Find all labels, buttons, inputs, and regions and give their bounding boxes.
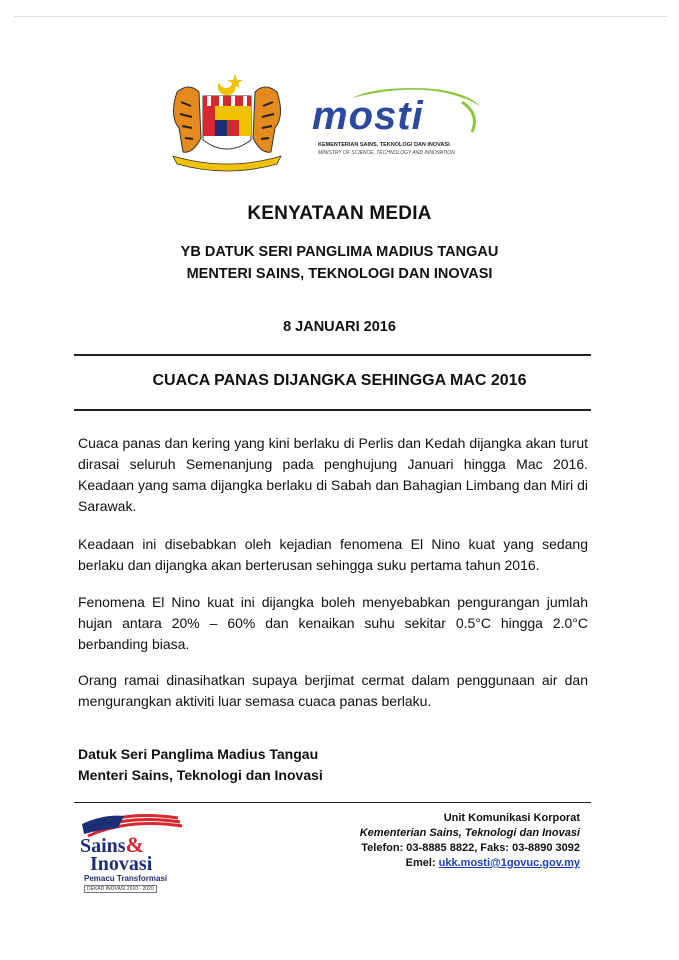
email-link[interactable]: ukk.mosti@1govuc.gov.my — [438, 857, 580, 869]
sains-inovasi-logo — [74, 808, 186, 894]
contact-email-line — [406, 857, 580, 869]
body-paragraph-4: Orang ramai dinasihatkan supaya berjimat cermat dalam penggunaan air dan mengurangkan aktiviti luar semasa cuaca panas berlaku. — [78, 672, 588, 709]
malaysia-coat-of-arms-icon — [163, 68, 291, 172]
body-paragraph-1: Cuaca panas dan kering yang kini berlaku di Perlis dan Kedah dijangka akan turut dirasai seluruh Semenanjung pada penghujung Januari hingga Mac 2016. Keadaan yang sama dijangka berlaku di Sabah dan Bahagian Limbang dan Miri di Sarawak. — [78, 435, 588, 514]
release-date: 8 JANUARI 2016 — [283, 319, 396, 335]
contact-phone: Telefon: 03-8885 8822, Faks: 03-8890 3092 — [361, 842, 580, 854]
innovation-decade: DEKAD INOVASI 2010 - 2020 — [84, 885, 157, 893]
mosti-logo — [312, 84, 502, 164]
speaker-position: MENTERI SAINS, TEKNOLOGI DAN INOVASI — [186, 266, 493, 282]
contact-unit: Unit Komunikasi Korporat — [443, 812, 580, 824]
headline-bottom-rule — [74, 409, 591, 411]
ampersand: & — [125, 832, 144, 857]
footer-rule — [74, 802, 591, 803]
body-paragraph-2: Keadaan ini disebabkan oleh kejadian fenomena El Nino kuat yang sedang berlaku dan dijangka akan berterusan sehingga suku pertama tahun 2016. — [78, 536, 588, 573]
headline-top-rule — [74, 354, 591, 356]
sains-inovasi-wordmark — [80, 832, 153, 875]
document-title: KENYATAAN MEDIA — [247, 203, 432, 224]
signature-title: Menteri Sains, Teknologi dan Inovasi — [78, 767, 323, 783]
headline: CUACA PANAS DIJANGKA SEHINGGA MAC 2016 — [152, 372, 527, 389]
mosti-subtitle-en: MINISTRY OF SCIENCE, TECHNOLOGY AND INNOVATION — [318, 150, 455, 156]
body-paragraph-3: Fenomena El Nino kuat ini dijangka boleh menyebabkan pengurangan jumlah hujan antara 20% – 60% dan kenaikan suhu sekitar 0.5°C hingga 2.0°C berbanding biasa. — [78, 594, 588, 652]
contact-ministry: Kementerian Sains, Teknologi dan Inovasi — [359, 827, 580, 839]
email-label: Emel: — [405, 857, 439, 869]
mosti-subtitle-ms: KEMENTERIAN SAINS, TEKNOLOGI DAN INOVASI — [318, 142, 450, 148]
mosti-wordmark: mosti — [312, 94, 424, 138]
inovasi-word: Inovasi — [90, 853, 153, 875]
speaker-name: YB DATUK SERI PANGLIMA MADIUS TANGAU — [180, 244, 499, 260]
page-top-border — [14, 16, 668, 17]
sains-word: Sains — [80, 835, 126, 857]
signature-name: Datuk Seri Panglima Madius Tangau — [78, 746, 319, 762]
sains-tagline: Pemacu Transformasi — [84, 874, 168, 883]
